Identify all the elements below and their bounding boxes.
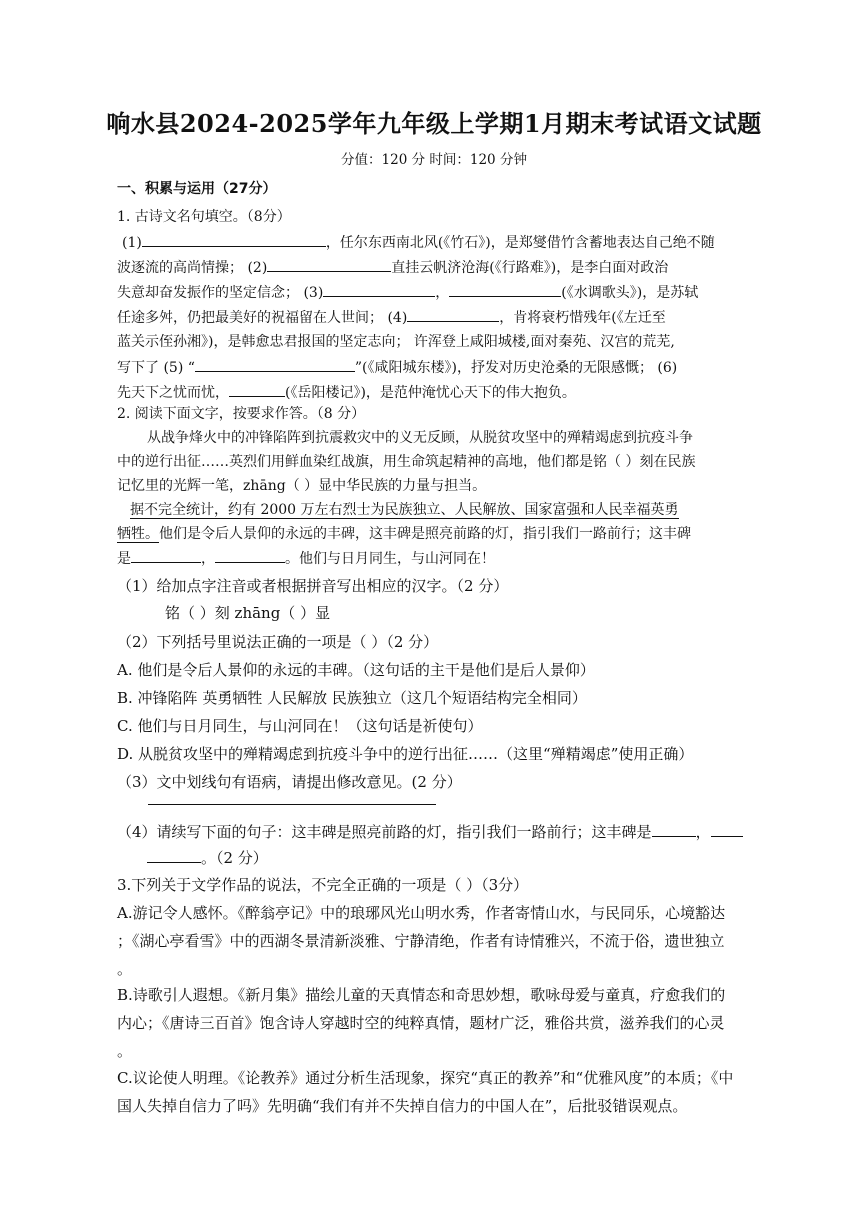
q2-sub-4 bbox=[117, 822, 743, 842]
q3-option-c[interactable]: C.议论使人明理。《论教养》通过分析生活现象，探究“真正的教养”和“优雅风度”的本质；《中 bbox=[117, 1069, 734, 1087]
q1-text: (1) bbox=[122, 235, 142, 251]
q1-text: ，任尔东西南北风(《竹石》)，是郑燮借竹含蓄地表达自己绝不随 bbox=[325, 235, 715, 251]
q3-option-a-end: 。 bbox=[117, 960, 133, 978]
option-b[interactable]: B. 冲锋陷阵 英勇牺牲 人民解放 民族独立（这几个短语结构完全相同） bbox=[117, 689, 587, 707]
q2-sub-1-blanks: 铭（ ）刻 zhāng（ ）显 bbox=[165, 604, 331, 622]
q2-text: （4）请续写下面的句子：这丰碑是照亮前路的灯，指引我们一路前行；这丰碑是 bbox=[117, 823, 652, 841]
answer-blank[interactable] bbox=[323, 282, 435, 297]
q1-text: 波逐流的高尚情操； (2) bbox=[117, 260, 268, 276]
q1-text: (《岳阳楼记》)，是范仲淹忧心天下的伟大抱负。 bbox=[285, 385, 576, 401]
q2-text: ， bbox=[201, 551, 215, 567]
q1-text: ”(《咸阳城东楼》)，抒发对历史沧桑的无限感慨； (6) bbox=[354, 360, 678, 376]
q2-sub-2: （2）下列括号里说法正确的一项是（ ）（2 分） bbox=[117, 633, 439, 651]
q1-line-1 bbox=[122, 232, 715, 253]
q1-text: 先天下之忧而忧， bbox=[117, 385, 229, 401]
q2-text: 他们是令后人景仰的永远的丰碑，这丰碑是照亮前路的灯，指引我们一路前行；这丰碑 bbox=[159, 526, 691, 542]
q1-text: ，肯将衰朽惜残年(《左迁至 bbox=[499, 310, 666, 326]
q2-underlined-sentence bbox=[130, 500, 679, 520]
q3-heading: 3.下列关于文学作品的说法，不完全正确的一项是（ ）（3分） bbox=[117, 876, 529, 894]
q2-text: 。他们与日月同生，与山河同在！ bbox=[285, 551, 495, 567]
answer-blank[interactable] bbox=[652, 822, 696, 837]
answer-blank[interactable] bbox=[229, 382, 285, 397]
option-c[interactable]: C. 他们与日月同生，与山河同在！（这句话是祈使句） bbox=[117, 717, 483, 735]
answer-blank[interactable] bbox=[267, 257, 391, 272]
q3-option-c-cont: 国人失掉自信力了吗》先明确“我们有并不失掉自信力的中国人在”，后批驳错误观点。 bbox=[117, 1097, 688, 1115]
q1-text: 直挂云帆济沧海(《行路难》)，是李白面对政治 bbox=[391, 260, 669, 276]
underlined-text: 据不完全统计，约有 2000 万左右烈士为民族独立、人民解放、国家富强和人民幸福英勇 bbox=[130, 502, 679, 518]
q2-sub-3: （3）文中划线句有语病，请提出修改意见。(2 分） bbox=[117, 773, 462, 791]
q2-paragraph bbox=[117, 548, 495, 569]
q1-line-6 bbox=[117, 357, 677, 378]
answer-blank[interactable] bbox=[215, 548, 285, 563]
q1-line-2 bbox=[117, 257, 668, 278]
answer-blank[interactable] bbox=[195, 357, 355, 372]
q3-option-a-cont: ；《湖心亭看雪》中的西湖冬景清新淡雅、宁静清绝，作者有诗情雅兴，不流于俗，遗世独立 bbox=[117, 932, 725, 950]
page-title: 响水县2024-2025学年九年级上学期1月期末考试语文试题 bbox=[106, 109, 762, 138]
q2-sub-1: （1）给加点字注音或者根据拼音写出相应的汉字。（2 分） bbox=[117, 577, 509, 595]
q3-option-b-cont: 内心；《唐诗三百首》饱含诗人穿越时空的纯粹真情，题材广泛，雅俗共赏，滋养我们的心灵 bbox=[117, 1014, 725, 1032]
q3-option-b[interactable]: B.诗歌引人遐想。《新月集》描绘儿童的天真情态和奇思妙想，歌咏母爱与童真，疗愈我们的 bbox=[117, 986, 726, 1004]
q1-text: (《水调歌头》)，是苏轼 bbox=[561, 285, 699, 301]
q2-text: 。（2 分） bbox=[201, 849, 268, 867]
answer-line[interactable] bbox=[148, 804, 436, 805]
q2-paragraph: 中的逆行出征……英烈们用鲜血染红战旗，用生命筑起精神的高地，他们都是铭（ ）刻在民族 bbox=[117, 454, 696, 470]
q1-line-3 bbox=[117, 282, 698, 303]
answer-blank[interactable] bbox=[147, 848, 201, 863]
q2-sub-4-cont bbox=[147, 848, 268, 868]
q2-paragraph bbox=[117, 524, 691, 544]
q2-paragraph: 从战争烽火中的冲锋陷阵到抗震救灾中的义无反顾，从脱贫攻坚中的殚精竭虑到抗疫斗争 bbox=[147, 430, 693, 446]
q1-line-5: 蓝关示侄孙湘》)，是韩愈忠君报国的坚定志向； 许浑登上咸阳城楼,面对秦苑、汉宫的荒芜, bbox=[117, 334, 675, 350]
q1-heading: 1. 古诗文名句填空。（8分） bbox=[117, 209, 291, 225]
q3-option-b-end: 。 bbox=[117, 1042, 133, 1060]
answer-blank[interactable] bbox=[142, 232, 326, 247]
q2-heading: 2. 阅读下面文字，按要求作答。（8 分） bbox=[117, 406, 366, 422]
q1-line-7 bbox=[117, 382, 576, 403]
underlined-text: 牺牲。 bbox=[117, 526, 159, 542]
answer-blank[interactable] bbox=[407, 307, 499, 322]
page-subtitle: 分值：120 分 时间：120 分钟 bbox=[341, 152, 527, 168]
answer-blank[interactable] bbox=[449, 282, 561, 297]
q1-text: ， bbox=[435, 285, 450, 301]
answer-blank[interactable] bbox=[711, 822, 743, 837]
q2-paragraph: 记忆里的光辉一笔，zhāng（ ）显中华民族的力量与担当。 bbox=[117, 478, 487, 494]
q3-option-a[interactable]: A.游记令人感怀。《醉翁亭记》中的琅琊风光山明水秀，作者寄情山水，与民同乐，心境豁达 bbox=[117, 904, 726, 922]
q2-text: ， bbox=[695, 823, 711, 841]
q1-text: 写下了 (5) “ bbox=[117, 360, 195, 376]
section-heading: 一、积累与运用（27分） bbox=[117, 181, 277, 197]
answer-blank[interactable] bbox=[131, 548, 201, 563]
option-a[interactable]: A. 他们是令后人景仰的永远的丰碑。（这句话的主干是他们是后人景仰） bbox=[117, 661, 595, 679]
option-d[interactable]: D. 从脱贫攻坚中的殚精竭虑到抗疫斗争中的逆行出征……（这里“殚精竭虑”使用正确） bbox=[117, 745, 694, 763]
q1-text: 任途多舛，仍把最美好的祝福留在人世间； (4) bbox=[117, 310, 408, 326]
q2-text: 是 bbox=[117, 551, 131, 567]
q1-line-4 bbox=[117, 307, 666, 328]
q1-text: 失意却奋发振作的坚定信念； (3) bbox=[117, 285, 324, 301]
